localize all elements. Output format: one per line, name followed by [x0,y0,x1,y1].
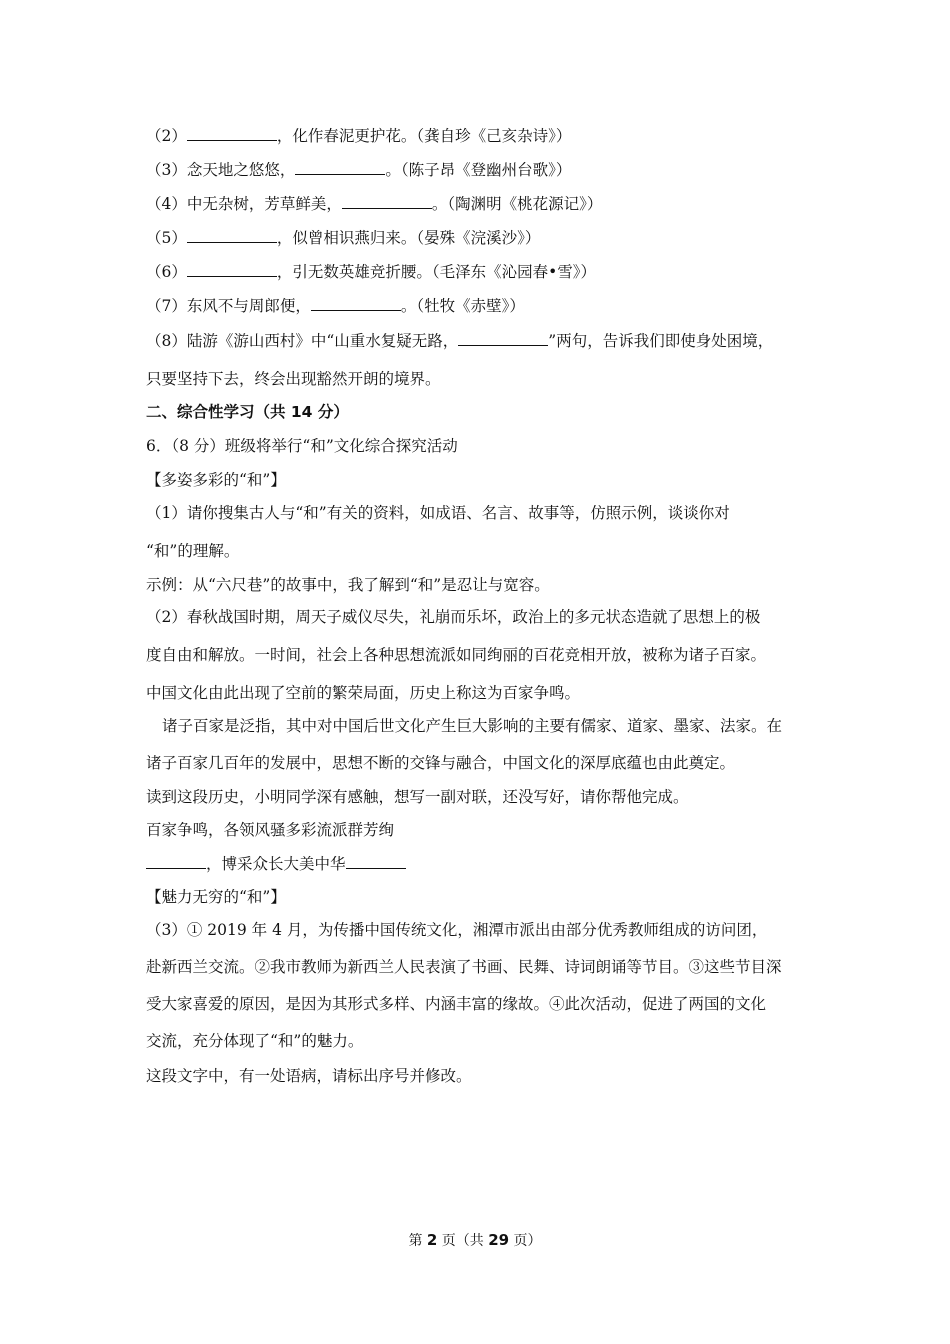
footer-text: 页） [509,1233,542,1249]
paragraph-line: 读到这段历史，小明同学深有感触，想写一副对联，还没写好，请你帮他完成。 [146,788,689,806]
question-4-line [146,194,602,214]
question-text: 。（陶渊明《桃花源记》） [431,195,603,213]
question-text: （4）中无杂树，芳草鲜美， [146,195,342,213]
paragraph-line: （2）春秋战国时期，周天子威仪尽失，礼崩而乐坏，政治上的多元状态造就了思想上的极 [146,608,761,626]
example-line: 示例：从“六尺巷”的故事中，我了解到“和”是忍让与宽容。 [146,576,550,594]
paragraph-line: 诸子百家几百年的发展中，思想不断的交锋与融合，中国文化的深厚底蕴也由此奠定。 [146,754,736,772]
question-text: ”两句，告诉我们即使身处困境， [548,332,774,350]
answer-blank[interactable] [311,296,401,311]
question-text: （2） [146,127,187,145]
question-text: （3）念天地之悠悠， [146,161,296,179]
answer-blank[interactable] [187,262,277,277]
question-text: 。（陈子昂《登幽州台歌》） [385,161,572,179]
paragraph-line: “和”的理解。 [146,542,240,560]
couplet-text: ，博采众长大美中华 [206,855,346,873]
question-text: （5） [146,229,187,247]
paragraph-line: 诸子百家是泛指，其中对中国后世文化产生巨大影响的主要有儒家、道家、墨家、法家。在 [162,717,783,735]
page-footer [0,1230,950,1251]
page-number: 2 [426,1231,438,1249]
question-text: ，化作春泥更护花。（龚自珍《己亥杂诗》） [276,127,572,145]
question-8-continuation: 只要坚持下去，终会出现豁然开朗的境界。 [146,370,441,388]
question-8-line [146,331,773,351]
question-7-line [146,296,525,316]
section-heading: 二、综合性学习（共 14 分） [146,403,349,421]
couplet-upper: 百家争鸣，各领风骚多彩流派群芳绚 [146,821,395,839]
page-total: 29 [488,1231,510,1249]
paragraph-line: （3）① 2019 年 4 月，为传播中国传统文化，湘潭市派出由部分优秀教师组成的访问团， [146,921,768,939]
question-3-line [146,160,571,180]
question-text: （7）东风不与周郎便， [146,297,311,315]
paragraph-line: 中国文化由此出现了空前的繁荣局面，历史上称这为百家争鸣。 [146,684,581,702]
question-5-line [146,228,540,248]
subsection-heading: 【魅力无穷的“和”】 [146,888,286,906]
answer-blank[interactable] [295,160,385,175]
paragraph-line: 交流，充分体现了“和”的魅力。 [146,1032,364,1050]
question-title: 6．（8 分）班级将举行“和”文化综合探究活动 [146,437,458,455]
answer-blank[interactable] [187,126,277,141]
answer-blank[interactable] [346,854,406,869]
subsection-heading: 【多姿多彩的“和”】 [146,471,286,489]
question-text: （6） [146,263,187,281]
answer-blank[interactable] [146,854,206,869]
question-text: 。（牡牧《赤壁》） [400,297,525,315]
answer-blank[interactable] [187,228,277,243]
answer-blank[interactable] [342,194,432,209]
paragraph-line: 度自由和解放。一时间，社会上各种思想流派如同绚丽的百花竞相开放，被称为诸子百家。 [146,646,767,664]
answer-blank[interactable] [458,331,548,346]
question-text: ，引无数英雄竞折腰。（毛泽东《沁园春•雪》） [276,263,597,281]
paragraph-line: 受大家喜爱的原因，是因为其形式多样、内涵丰富的缘故。④此次活动，促进了两国的文化 [146,995,767,1013]
paragraph-line: 这段文字中，有一处语病，请标出序号并修改。 [146,1067,472,1085]
couplet-lower [146,854,406,874]
footer-text: 页（共 [437,1233,489,1249]
paragraph-line: 赴新西兰交流。②我市教师为新西兰人民表演了书画、民舞、诗词朗诵等节目。③这些节目深 [146,958,782,976]
footer-text: 第 [408,1233,427,1249]
question-text: （8）陆游《游山西村》中“山重水复疑无路， [146,332,459,350]
paragraph-line: （1）请你搜集古人与“和”有关的资料，如成语、名言、故事等，仿照示例，谈谈你对 [146,504,730,522]
question-2-line [146,126,571,146]
question-text: ，似曾相识燕归来。（晏殊《浣溪沙》） [276,229,541,247]
question-6-line [146,262,596,282]
